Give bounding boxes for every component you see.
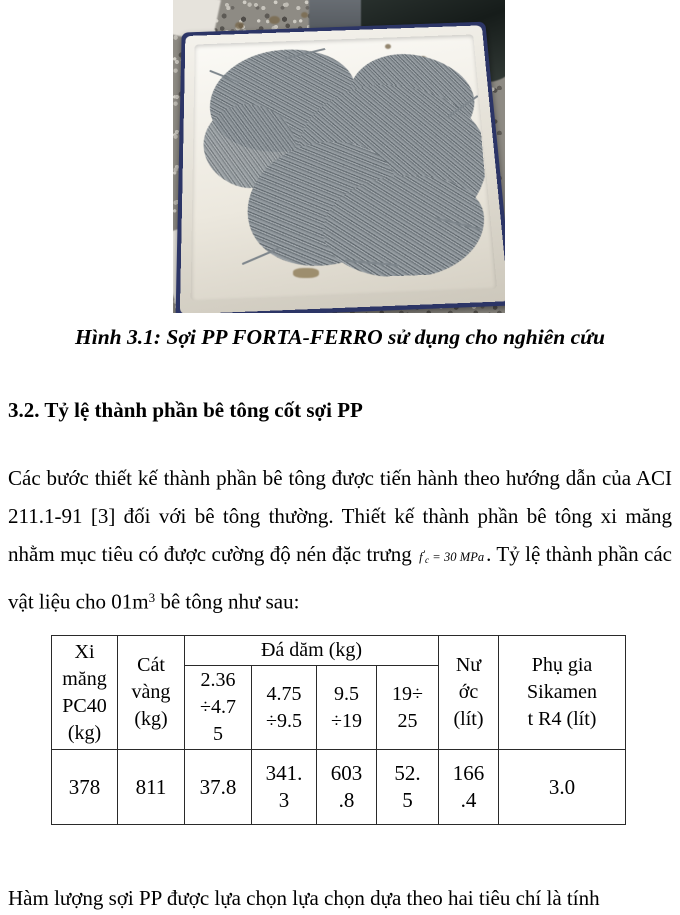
body-text-part1: Các bước thiết kế thành phần bê tông được tiến hành theo hướng dẫn của ACI 211.1-91 [3] đối với bê tông thường. Thiết kế thành phần bê tông xi măng nhằm mục tiêu có được cường độ nén đặc trưng bbox=[8, 466, 672, 566]
formula-relation: = 30 bbox=[432, 550, 457, 564]
compressive-strength-formula bbox=[417, 550, 486, 564]
header-admixture: Phụ gia Sikamen t R4 (lít) bbox=[499, 636, 626, 750]
grime-spot bbox=[269, 16, 280, 24]
header-aggregate-9-5: 9.5 ÷19 bbox=[317, 666, 377, 750]
figure-caption: Hình 3.1: Sợi PP FORTA-FERRO sử dụng cho nghiên cứu bbox=[75, 325, 605, 349]
body-paragraph bbox=[8, 459, 672, 620]
grime-spot bbox=[235, 22, 244, 29]
fiber-tray-photo bbox=[173, 0, 505, 313]
header-aggregate-19: 19÷ 25 bbox=[377, 666, 439, 750]
header-cement: Xi măng PC40 (kg) bbox=[52, 636, 118, 750]
formula-subscript: c bbox=[424, 554, 429, 565]
cell-admixture: 3.0 bbox=[499, 750, 626, 825]
formula-unit: MPa bbox=[459, 550, 485, 564]
cell-sand: 811 bbox=[118, 750, 185, 825]
grime-spot bbox=[301, 12, 308, 18]
concrete-mix-proportion-table bbox=[51, 635, 626, 825]
header-coarse-aggregate-group: Đá dăm (kg) bbox=[185, 636, 439, 666]
formula-symbol: f bbox=[419, 550, 423, 564]
cell-aggregate-2-36: 37.8 bbox=[185, 750, 252, 825]
page-title: 3.2. Tỷ lệ thành phần bê tông cốt sợi PP bbox=[8, 398, 363, 422]
header-water: Nư ớc (lít) bbox=[439, 636, 499, 750]
header-aggregate-2-36: 2.36 ÷4.7 5 bbox=[185, 666, 252, 750]
formula-prime: ' bbox=[422, 548, 425, 561]
pp-fiber-mass bbox=[199, 40, 494, 283]
cell-aggregate-9-5: 603 .8 bbox=[317, 750, 377, 825]
body-text-part2: . Tỷ lệ thành phần các vật liệu cho 01m bbox=[8, 542, 673, 614]
header-aggregate-4-75: 4.75 ÷9.5 bbox=[252, 666, 317, 750]
table-header-row-top bbox=[52, 636, 626, 666]
cell-aggregate-4-75: 341. 3 bbox=[252, 750, 317, 825]
header-sand: Cát vàng (kg) bbox=[118, 636, 185, 750]
table-row bbox=[52, 750, 626, 825]
cell-aggregate-19: 52. 5 bbox=[377, 750, 439, 825]
cubic-meter-exponent: 3 bbox=[148, 589, 156, 605]
trailing-paragraph: Hàm lượng sợi PP được lựa chọn lựa chọn dựa theo hai tiêu chí là tính bbox=[8, 886, 600, 910]
cell-water: 166 .4 bbox=[439, 750, 499, 825]
figure-block bbox=[173, 0, 505, 313]
cell-cement: 378 bbox=[52, 750, 118, 825]
body-text-part3: bê tông như sau: bbox=[155, 589, 300, 614]
